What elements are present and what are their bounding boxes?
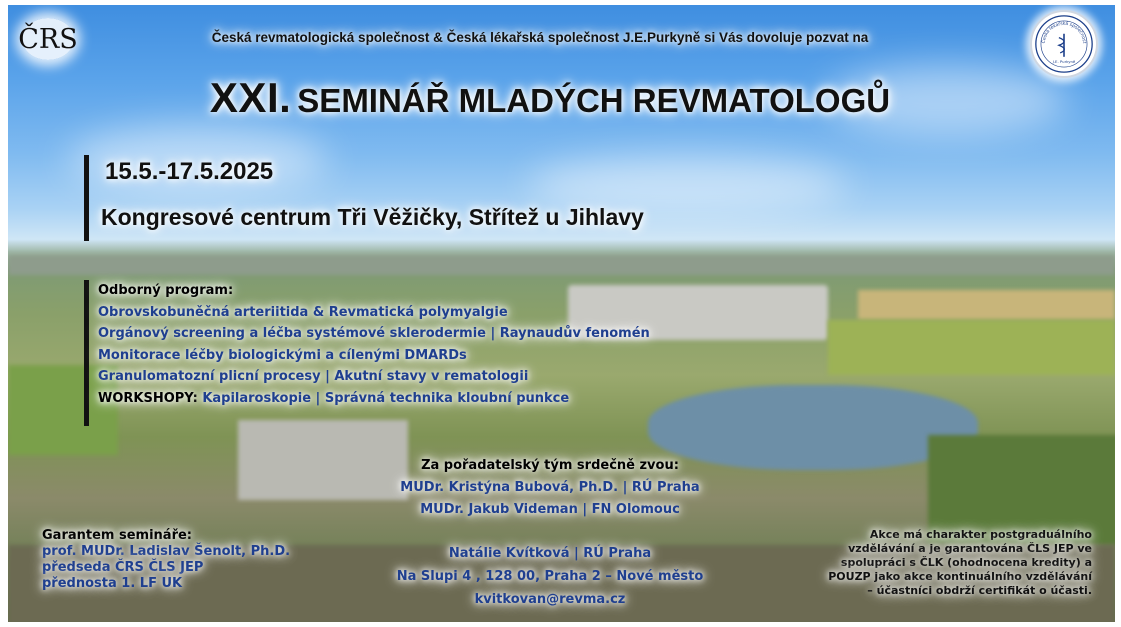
organizer-name: MUDr. Jakub Videman | FN Olomouc — [420, 502, 680, 517]
program-item: Monitorace léčby biologickými a cílenými DMARDs — [98, 347, 467, 363]
cls-jep-seal-icon — [1030, 10, 1098, 78]
program-section — [98, 280, 718, 409]
guarantor-section — [42, 528, 362, 592]
program-item: Orgánový screening a léčba systémové sklerodermie | Raynaudův fenomén — [98, 326, 650, 341]
seal-sub-text: J.E. Purkyně — [1052, 59, 1076, 65]
workshops-label: WORKSHOPY: — [98, 390, 198, 406]
crs-logo: ČRS — [22, 18, 74, 60]
title-number: XXI. — [209, 74, 292, 121]
program-accent-bar — [84, 280, 89, 426]
event-date: 15.5.-17.5.2025 — [105, 158, 274, 185]
organizers-section — [380, 455, 720, 521]
guarantor-heading: Garantem semináře: — [42, 528, 192, 543]
accreditation-line: – účastníci obdrží certifikát o účasti. — [867, 584, 1092, 597]
organizers-heading: Za pořadatelský tým srdečně zvou: — [421, 458, 679, 473]
contact-section — [380, 542, 720, 611]
page-title — [100, 74, 1000, 122]
program-heading: Odborný program: — [98, 283, 234, 298]
seal-arc-text: Česká lékařská společnost — [1041, 21, 1087, 44]
cls-jep-seal-graphic — [1032, 12, 1096, 76]
event-venue: Kongresové centrum Tři Věžičky, Střítež u Jihlavy — [101, 204, 644, 230]
accreditation-line: spolupráci s ČLK (ohodnocena kredity) a — [840, 556, 1092, 569]
invitation-line: Česká revmatologická společnost & Česká lékařská společnost J.E.Purkyně si Vás dovoluje pozvat na — [211, 30, 869, 45]
contact-address: Na Slupi 4 , 128 00, Praha 2 – Nové město — [396, 569, 704, 584]
program-item: Obrovskobuněčná arteriitida & Revmatická polymyalgie — [98, 304, 508, 320]
title-text: SEMINÁŘ MLADÝCH REVMATOLOGŮ — [297, 82, 891, 119]
workshops-text: Kapilaroskopie | Správná technika kloubní punkce — [202, 390, 570, 406]
accreditation-line: POUZP jako akce kontinuálního vzdělávání — [828, 570, 1092, 583]
event-accent-bar — [84, 155, 89, 241]
guarantor-line: přednosta 1. LF UK — [42, 576, 183, 591]
contact-name: Natálie Kvítková | RÚ Praha — [448, 546, 652, 561]
guarantor-line: prof. MUDr. Ladislav Šenolt, Ph.D. — [42, 544, 291, 559]
organizer-name: MUDr. Kristýna Bubová, Ph.D. | RÚ Praha — [400, 480, 700, 495]
accreditation-line: vzdělávání a je garantována ČLS JEP ve — [848, 542, 1092, 555]
contact-email[interactable]: kvitkovan@revma.cz — [474, 592, 626, 607]
accreditation-line: Akce má charakter postgraduálního — [869, 528, 1092, 541]
accreditation-note — [812, 528, 1092, 598]
guarantor-line: předseda ČRS ČLS JEP — [42, 560, 204, 575]
workshops-line — [98, 388, 718, 410]
program-item: Granulomatozní plicní procesy | Akutní stavy v rematologii — [98, 369, 529, 384]
